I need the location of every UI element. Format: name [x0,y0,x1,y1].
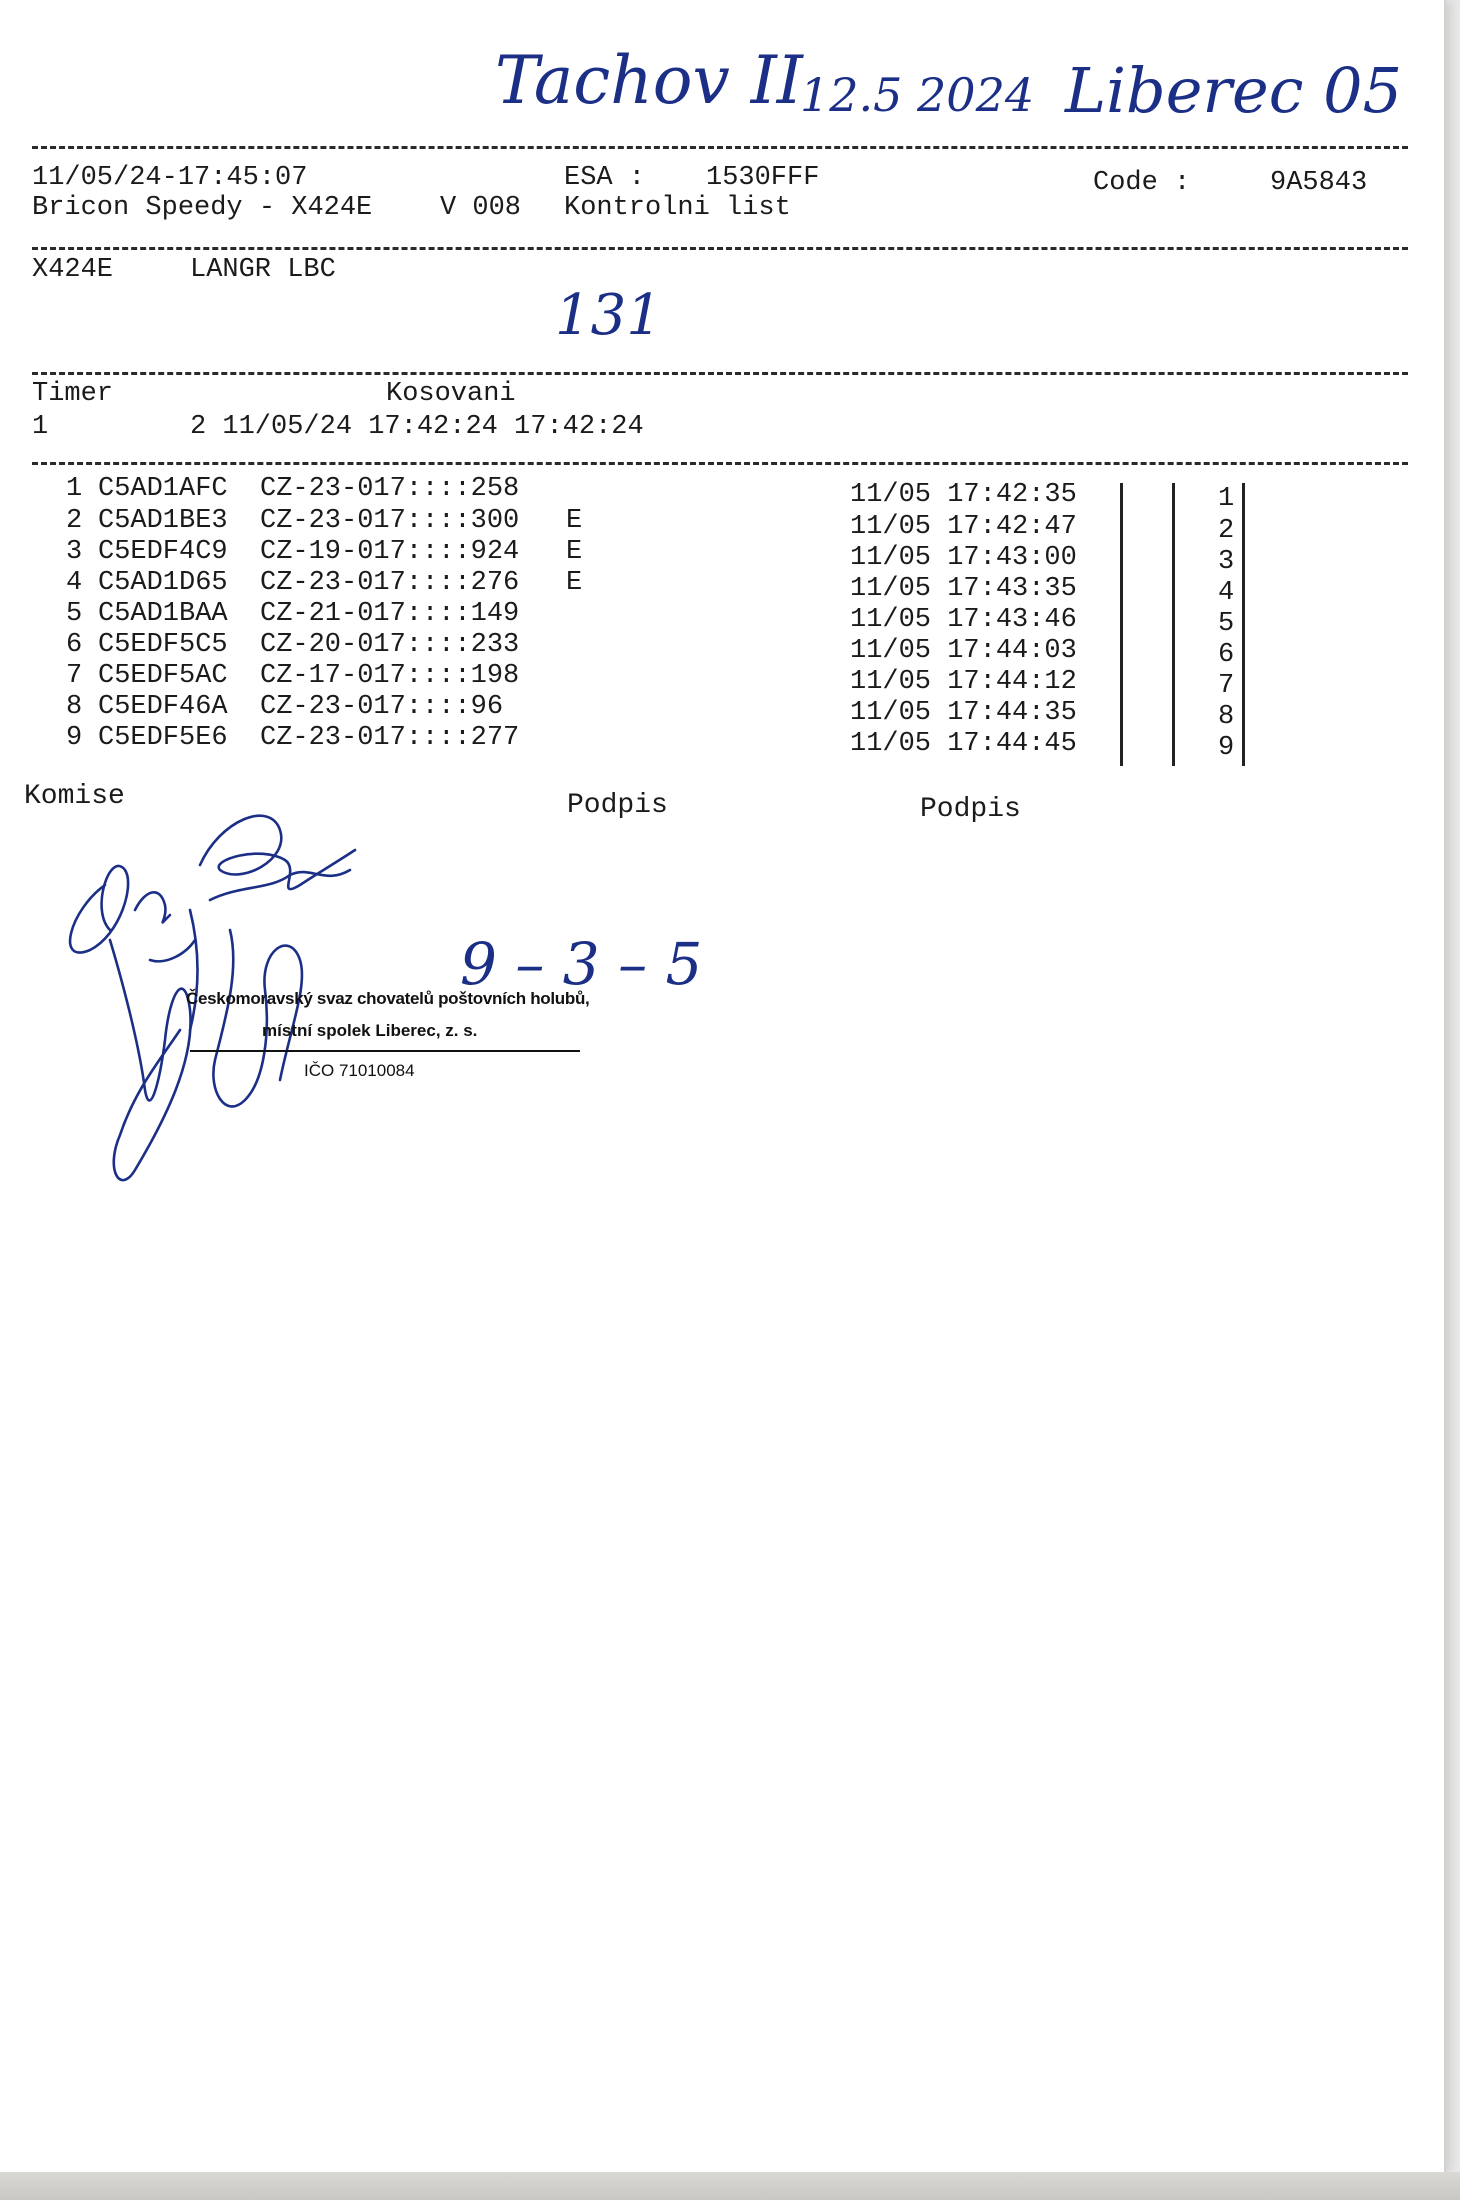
row-time: 11/05 17:43:00 [850,543,1077,573]
esa-value: 1530FFF [706,163,820,193]
row-number: 4 [66,568,83,598]
kosovani-label: Kosovani [386,379,516,409]
device-name: Bricon Speedy - X424E [32,193,373,223]
timer-number: 1 [32,412,49,442]
table-row [0,630,1444,670]
code-label: Code : [1093,168,1191,198]
row-chip: C5EDF5AC [98,661,228,691]
row-ring: CZ-19-017::::924 [260,537,520,567]
owner-name: LANGR LBC [190,255,336,285]
row-chip: C5AD1D65 [98,568,228,598]
row-ring: CZ-23-017::::258 [260,474,520,504]
handwritten-date: 12.5 2024 [800,68,1035,122]
row-time: 11/05 17:44:35 [850,698,1077,728]
background-surface [0,2172,1460,2200]
handwritten-count: 131 [555,283,662,348]
table-row [0,506,1444,546]
kosovani-line: 2 11/05/24 17:42:24 17:42:24 [190,412,644,442]
row-ring: CZ-17-017::::198 [260,661,520,691]
table-row [0,474,1444,514]
row-rank: 4 [1218,578,1235,608]
device-version: V 008 [440,193,522,223]
esa-label: ESA : [564,163,646,193]
row-rank: 2 [1218,516,1235,546]
row-flag: E [566,568,583,598]
row-time: 11/05 17:43:46 [850,605,1077,635]
row-ring: CZ-23-017::::96 [260,692,504,722]
row-number: 9 [66,723,83,753]
row-number: 3 [66,537,83,567]
separator-line [32,462,1408,465]
row-flag: E [566,537,583,567]
row-number: 5 [66,599,83,629]
table-row [0,537,1444,577]
row-chip: C5EDF5C5 [98,630,228,660]
table-row [0,661,1444,701]
row-time: 11/05 17:44:45 [850,729,1077,759]
row-time: 11/05 17:44:03 [850,636,1077,666]
podpis-label: Podpis [920,794,1021,825]
table-row [0,599,1444,639]
row-chip: C5AD1BE3 [98,506,228,536]
row-rank: 9 [1218,733,1235,763]
table-row [0,692,1444,732]
handwritten-club: Liberec 05 [1065,54,1403,127]
row-chip: C5EDF5E6 [98,723,228,753]
row-ring: CZ-23-017::::276 [260,568,520,598]
separator-line [32,146,1408,149]
row-chip: C5AD1AFC [98,474,228,504]
column-divider [1120,483,1123,766]
timer-label: Timer [32,379,114,409]
row-rank: 7 [1218,671,1235,701]
row-chip: C5EDF4C9 [98,537,228,567]
club-stamp-line3: IČO 71010084 [304,1061,415,1080]
row-number: 6 [66,630,83,660]
handwritten-race-name: Tachov II [495,42,803,119]
row-flag: E [566,506,583,536]
code-value: 9A5843 [1270,168,1368,198]
row-time: 11/05 17:42:47 [850,512,1077,542]
list-title: Kontrolni list [564,193,791,223]
row-rank: 1 [1218,484,1235,514]
row-rank: 5 [1218,609,1235,639]
club-stamp-line2: místní spolek Liberec, z. s. [262,1021,478,1040]
handwritten-note: 9 – 3 – 5 [460,930,703,998]
header-timestamp: 11/05/24-17:45:07 [32,163,308,193]
row-ring: CZ-23-017::::300 [260,506,520,536]
separator-line [32,372,1408,375]
row-number: 2 [66,506,83,536]
row-time: 11/05 17:44:12 [850,667,1077,697]
column-divider [1242,483,1245,766]
row-number: 7 [66,661,83,691]
row-number: 1 [66,474,83,504]
row-ring: CZ-20-017::::233 [260,630,520,660]
komise-label: Komise [24,781,125,812]
row-rank: 8 [1218,702,1235,732]
row-rank: 6 [1218,640,1235,670]
row-chip: C5AD1BAA [98,599,228,629]
row-ring: CZ-21-017::::149 [260,599,520,629]
stamp-rule [190,1050,580,1052]
column-divider [1172,483,1175,766]
row-time: 11/05 17:43:35 [850,574,1077,604]
row-chip: C5EDF46A [98,692,228,722]
row-ring: CZ-23-017::::277 [260,723,520,753]
podpis-label: Podpis [567,790,668,821]
row-time: 11/05 17:42:35 [850,480,1077,510]
separator-line [32,247,1408,250]
owner-id: X424E [32,255,114,285]
table-row [0,723,1444,763]
row-rank: 3 [1218,547,1235,577]
table-row [0,568,1444,608]
row-number: 8 [66,692,83,722]
club-stamp-line1: Českomoravský svaz chovatelů poštovních holubů, [186,989,590,1008]
